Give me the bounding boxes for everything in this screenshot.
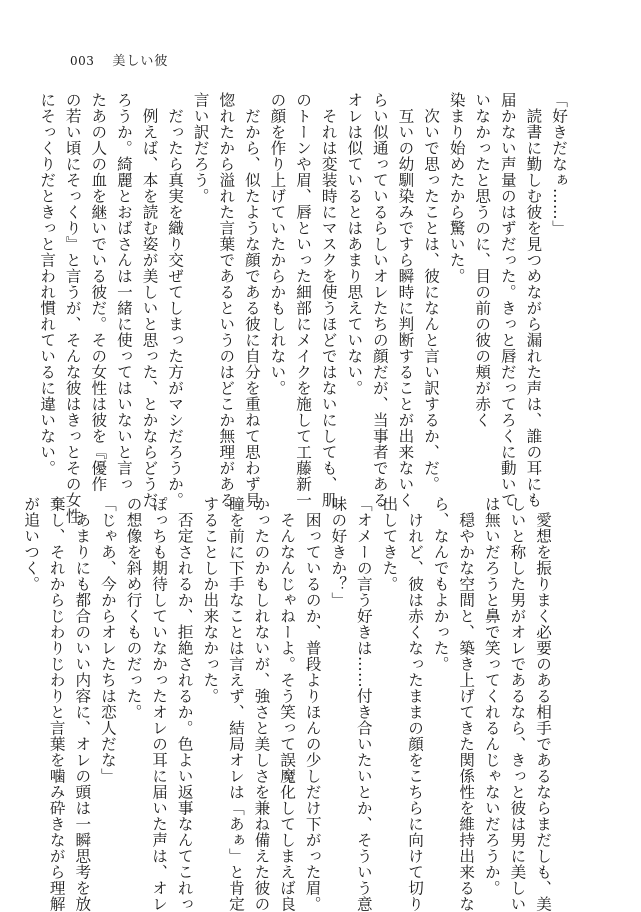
text-line: しいと称した男がオレであるなら、きっと彼は男に美しい	[508, 496, 527, 912]
text-line: 「好きだなぁ……」	[550, 92, 568, 236]
text-block-bottom	[22, 496, 555, 912]
text-line: することしか出来なかった。	[201, 496, 220, 704]
text-line: 惚れたから溢れた言葉であるというのはどこか無理がある	[217, 92, 236, 508]
text-line: 瞳を前に下手なことは言えず、結局オレは「あぁ」と肯定	[226, 496, 245, 912]
text-line: 穏やかな空間と、築き上げてきた関係性を維持出来るな	[457, 496, 476, 912]
text-line: 例えば、本を読む姿が美しいと思った、とかならどうだ	[140, 92, 159, 508]
text-line: は無いだろうと鼻で笑ってくれるんじゃないだろうか。	[482, 496, 501, 896]
text-line: ろうか。綺麗とおばさんは一緒に使ってはいないと言っ	[114, 92, 133, 492]
text-line: 次いで思ったことは、彼になんと言い訳するか、だ。	[422, 92, 441, 492]
text-line: かったのかもしれないが、強さと美しさを兼ね備えた彼の	[252, 496, 271, 912]
text-line: あまりにも都合のいい内容に、オレの頭は一瞬思考を放	[73, 496, 92, 912]
text-line: らい似通っているらしいオレたちの顔だが、当事者である	[370, 92, 389, 508]
text-line: 愛想を振りまく必要のある相手であるならまだしも、美	[534, 496, 552, 912]
text-line: 互いの幼馴染みですら瞬時に判断することが出来ないく	[396, 92, 415, 508]
text-line: 棄し、それからじわりじわりと言葉を噛み砕きながら理解	[47, 496, 66, 912]
text-line: の想像を斜め行くものだった。	[124, 496, 143, 720]
text-line: の顔を作り上げていたからかもしれない。	[268, 92, 287, 396]
text-line: 困っているのか、普段よりほんの少しだけ下がった眉。	[303, 496, 322, 912]
text-line: 「オメーの言う好きは……付き合いたいとか、そういう意	[354, 496, 373, 912]
text-line: 読書に勤しむ彼を見つめながら漏れた声は、誰の耳にも	[524, 92, 543, 508]
text-line: そんなんじゃねーよ。そう笑って誤魔化してしまえば良	[278, 496, 297, 912]
text-line: ら、なんでもよかった。	[431, 496, 450, 672]
text-line: たあの人の血を継いでいる彼だ。その女性は彼を『優作	[89, 92, 108, 492]
text-line: が追いつく。	[22, 496, 41, 592]
text-line: それは変装時にマスクを使うほどではないにしても、肌	[319, 92, 338, 508]
page-header	[70, 50, 168, 70]
text-line: 出してきた。	[380, 496, 399, 592]
page-number: 003	[70, 54, 95, 68]
text-line: 届かない声量のはずだった。きっと唇だってろくに動いて	[498, 92, 517, 508]
text-line: オレは似ているとはあまり思えていない。	[345, 92, 364, 396]
text-line: にそっくりだときっと言われ慣れているに違いない。	[38, 92, 57, 476]
text-line: だったら真実を織り交ぜてしまった方がマシだろうか。	[166, 92, 185, 508]
text-line: 言い訳だろう。	[191, 92, 210, 204]
text-line: 「じゃあ、今からオレたちは恋人だな」	[98, 496, 117, 784]
text-line: いなかったと思うのに、目の前の彼の頬が赤く	[473, 92, 492, 428]
text-block-top	[38, 92, 571, 524]
text-line: けれど、彼は赤くなったままの顔をこちらに向けて切り	[406, 496, 425, 912]
text-line: 染まり始めたから驚いた。	[447, 92, 466, 284]
text-line: ぽっちも期待していなかったオレの耳に届いた声は、オレ	[150, 496, 169, 912]
text-line: だから、似たような顔である彼に自分を重ねて思わず見	[242, 92, 261, 508]
text-line: 否定されるか、拒絶されるか。色よい返事なんてこれっ	[175, 496, 194, 912]
chapter-title: 美しい彼	[112, 54, 169, 69]
text-line: の若い頃にそっくり』と言うが、そんな彼はきっとその女性	[63, 92, 82, 524]
text-line: 味の好きか？」	[329, 496, 348, 608]
text-line: のトーンや眉、唇といった細部にメイクを施して工藤新一	[294, 92, 313, 508]
